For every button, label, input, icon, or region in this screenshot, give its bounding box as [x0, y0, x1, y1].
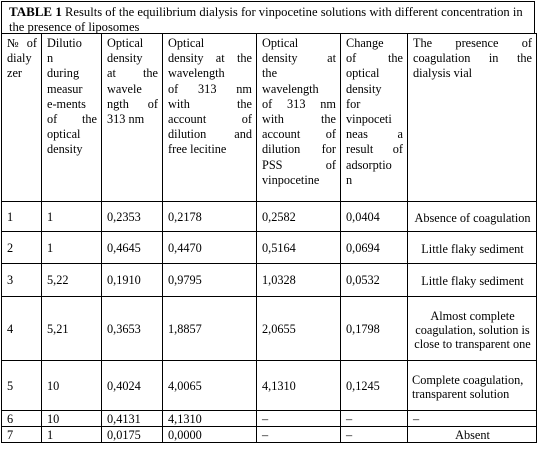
table-cell: 0,0532: [341, 264, 408, 297]
table-row: [2, 361, 537, 411]
header-text-line: adsorptio: [346, 157, 392, 172]
table-title: Results of the equilibrium dialysis for vinpocetine solutions with different concentration in the presence of liposomes: [9, 5, 523, 34]
table-cell: –: [341, 427, 408, 443]
table-label: TABLE 1: [9, 4, 62, 19]
header-text-line: Dilutio: [47, 36, 82, 50]
header-text-line: wavelength: [262, 81, 319, 96]
header-cell: [42, 34, 102, 202]
table-cell: 7: [2, 427, 42, 443]
table-cell: Almost complete coagulation, solution is close to transparent one: [408, 297, 537, 361]
table-cell: 10: [42, 411, 102, 427]
header-text-line: dialysis vial: [413, 66, 473, 81]
table-row: [2, 411, 537, 427]
header-text-line: wavelength: [168, 66, 225, 81]
header-text-line: ngth of: [107, 96, 158, 111]
table-cell: 0,0000: [163, 427, 257, 443]
table-row: [2, 202, 537, 232]
header-text-line: vinpocetine: [262, 172, 320, 187]
table-row: [2, 427, 537, 443]
table-cell: 4,0065: [163, 361, 257, 411]
header-text-line: zer: [7, 66, 23, 81]
header-text-line: density: [47, 142, 83, 157]
header-text-line: dilution for: [262, 142, 336, 157]
header-text-line: Optical: [262, 36, 299, 50]
header-text-line: Optical: [168, 36, 205, 50]
header-text-line: with the: [262, 112, 336, 127]
table-cell: 0,0404: [341, 202, 408, 232]
table-row: [2, 297, 537, 361]
table-cell: 0,1910: [102, 264, 163, 297]
table-cell: 0,2178: [163, 202, 257, 232]
table-cell: –: [341, 411, 408, 427]
table-cell: 0,9795: [163, 264, 257, 297]
table-cell: 5,21: [42, 297, 102, 361]
table-cell: 6: [2, 411, 42, 427]
header-text-line: dialy: [7, 51, 32, 66]
header-cell: [2, 34, 42, 202]
table-cell: 0,4645: [102, 232, 163, 264]
header-text-line: density at: [262, 51, 336, 66]
header-text-line: n: [47, 51, 54, 66]
header-text-line: e-ments: [47, 96, 86, 111]
header-cell: [163, 34, 257, 202]
header-row: [2, 34, 537, 202]
table-cell: Absence of coagulation: [408, 202, 537, 232]
header-text-line: neas a: [346, 127, 403, 142]
table-cell: 1,0328: [257, 264, 341, 297]
header-text-line: of the: [346, 51, 403, 66]
table-cell: Absent: [408, 427, 537, 443]
table-cell: 0,4470: [163, 232, 257, 264]
table-cell: 4,1310: [163, 411, 257, 427]
header-text-line: free lecitine: [168, 142, 227, 157]
table-cell: 0,1245: [341, 361, 408, 411]
header-text-line: density at the: [168, 51, 252, 66]
header-text-line: Change: [346, 36, 384, 50]
header-text-line: of 313 nm: [168, 81, 252, 96]
header-text-line: measur: [47, 81, 83, 96]
header-text-line: of the: [47, 112, 97, 127]
table-cell: 1: [42, 232, 102, 264]
header-text-line: 313 nm: [107, 112, 145, 127]
header-cell: [102, 34, 163, 202]
table-cell: 1: [42, 427, 102, 443]
table-cell: 4,1310: [257, 361, 341, 411]
header-text-line: the: [262, 66, 278, 81]
table-cell: –: [257, 427, 341, 443]
header-cell: [257, 34, 341, 202]
table-row: [2, 232, 537, 264]
table-cell: Little flaky sediment: [408, 232, 537, 264]
table-cell: 2,0655: [257, 297, 341, 361]
header-text-line: vinpoceti: [346, 112, 392, 127]
header-text-line: density: [346, 81, 382, 96]
table-cell: 3: [2, 264, 42, 297]
table-cell: 1: [2, 202, 42, 232]
results-table: [1, 33, 537, 443]
header-text-line: optical: [47, 127, 81, 142]
table-cell: 0,2582: [257, 202, 341, 232]
header-cell: [341, 34, 408, 202]
table-cell: 5,22: [42, 264, 102, 297]
table-cell: 0,5164: [257, 232, 341, 264]
table-cell: 2: [2, 232, 42, 264]
table-cell: 0,4024: [102, 361, 163, 411]
header-text-line: account of: [262, 127, 336, 142]
header-text-line: with the: [168, 96, 252, 111]
table-caption: [1, 1, 535, 33]
header-text-line: during: [47, 66, 80, 81]
header-text-line: optical: [346, 66, 380, 81]
table-cell: Little flaky sediment: [408, 264, 537, 297]
table-cell: 1,8857: [163, 297, 257, 361]
table-cell: 0,3653: [102, 297, 163, 361]
header-text-line: wavele: [107, 81, 142, 96]
header-text-line: density: [107, 51, 143, 66]
table-cell: 10: [42, 361, 102, 411]
table-cell: 0,4131: [102, 411, 163, 427]
header-text-line: n: [346, 172, 353, 187]
table-cell: –: [257, 411, 341, 427]
header-text-line: PSS of: [262, 157, 336, 172]
header-text-line: account of: [168, 112, 252, 127]
table-cell: Complete coagulation, transparent solution: [408, 361, 537, 411]
header-cell: [408, 34, 537, 202]
header-text-line: dilution and: [168, 127, 252, 142]
table-cell: 0,2353: [102, 202, 163, 232]
header-text-line: The presence of: [413, 36, 532, 50]
header-text-line: of 313 nm: [262, 96, 336, 111]
header-text-line: for: [346, 96, 361, 111]
table-row: [2, 264, 537, 297]
header-text-line: result of: [346, 142, 403, 157]
header-text-line: № of: [7, 36, 37, 50]
table-cell: –: [408, 411, 537, 427]
table-cell: 0,1798: [341, 297, 408, 361]
header-text-line: coagulation in the: [413, 51, 532, 66]
table-cell: 4: [2, 297, 42, 361]
table-cell: 5: [2, 361, 42, 411]
header-text-line: Optical: [107, 36, 144, 50]
table-cell: 1: [42, 202, 102, 232]
table-cell: 0,0694: [341, 232, 408, 264]
table-cell: 0,0175: [102, 427, 163, 443]
header-text-line: at the: [107, 66, 158, 81]
